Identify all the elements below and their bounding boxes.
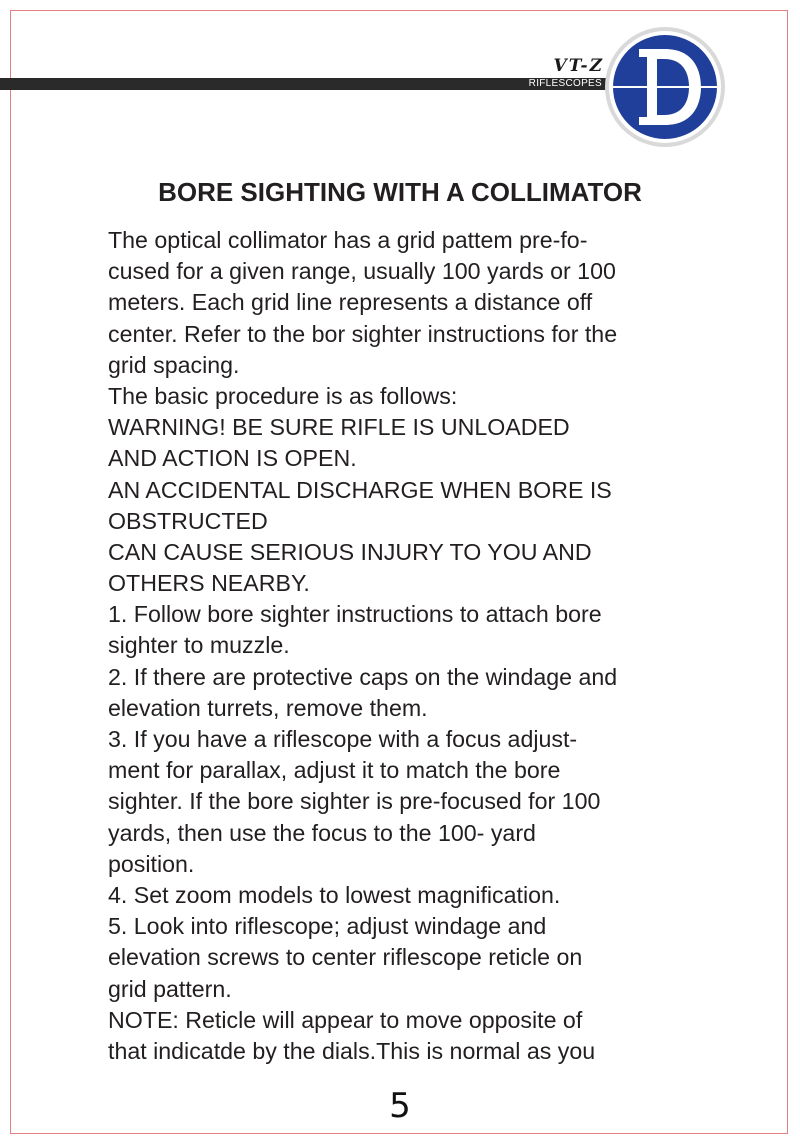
body-line: elevation turrets, remove them.	[108, 694, 428, 721]
body-line: center. Refer to the bor sighter instructions for the	[108, 320, 618, 347]
body-line: OTHERS NEARBY.	[108, 570, 310, 597]
brand-wordmark	[500, 56, 610, 96]
body-line: yards, then use the focus to the 100- yard	[108, 819, 536, 846]
body-line: OBSTRUCTED	[108, 507, 268, 534]
body-line: 4. Set zoom models to lowest magnification.	[108, 881, 561, 908]
body-line: sighter to muzzle.	[108, 632, 290, 659]
body-line: that indicatde by the dials.This is normal as you	[108, 1037, 596, 1064]
body-text	[108, 225, 698, 1067]
body-line: AN ACCIDENTAL DISCHARGE WHEN BORE IS	[108, 476, 612, 503]
body-line: grid spacing.	[108, 351, 240, 378]
body-line: elevation screws to center riflescope reticle on	[108, 944, 583, 971]
body-line: CAN CAUSE SERIOUS INJURY TO YOU AND	[108, 538, 592, 565]
body-line: 1. Follow bore sighter instructions to attach bore	[108, 601, 602, 628]
brand-subtitle: RIFLESCOPES	[528, 78, 602, 89]
brand-logo-badge	[603, 25, 727, 149]
body-line: sighter. If the bore sighter is pre-focused for 100	[108, 788, 601, 815]
body-line: grid pattern.	[108, 975, 232, 1002]
body-line: ment for parallax, adjust it to match the bore	[108, 757, 561, 784]
body-line: cused for a given range, usually 100 yards or 100	[108, 258, 616, 285]
page-number: 5	[389, 1086, 411, 1126]
body-line: WARNING! BE SURE RIFLE IS UNLOADED	[108, 414, 570, 441]
body-line: The basic procedure is as follows:	[108, 382, 458, 409]
body-line: 5. Look into riflescope; adjust windage and	[108, 913, 547, 940]
page-title: BORE SIGHTING WITH A COLLIMATOR	[158, 177, 642, 207]
body-line: The optical collimator has a grid pattem pre-fo-	[108, 227, 588, 253]
body-line: 2. If there are protective caps on the windage and	[108, 663, 618, 690]
body-line: meters. Each grid line represents a distance off	[108, 289, 593, 316]
brand-name: VT-Z	[553, 56, 604, 76]
body-line: NOTE: Reticle will appear to move opposite of	[108, 1006, 583, 1033]
body-line: AND ACTION IS OPEN.	[108, 445, 357, 472]
body-line: position.	[108, 850, 195, 877]
body-line: 3. If you have a riflescope with a focus adjust-	[108, 726, 578, 752]
